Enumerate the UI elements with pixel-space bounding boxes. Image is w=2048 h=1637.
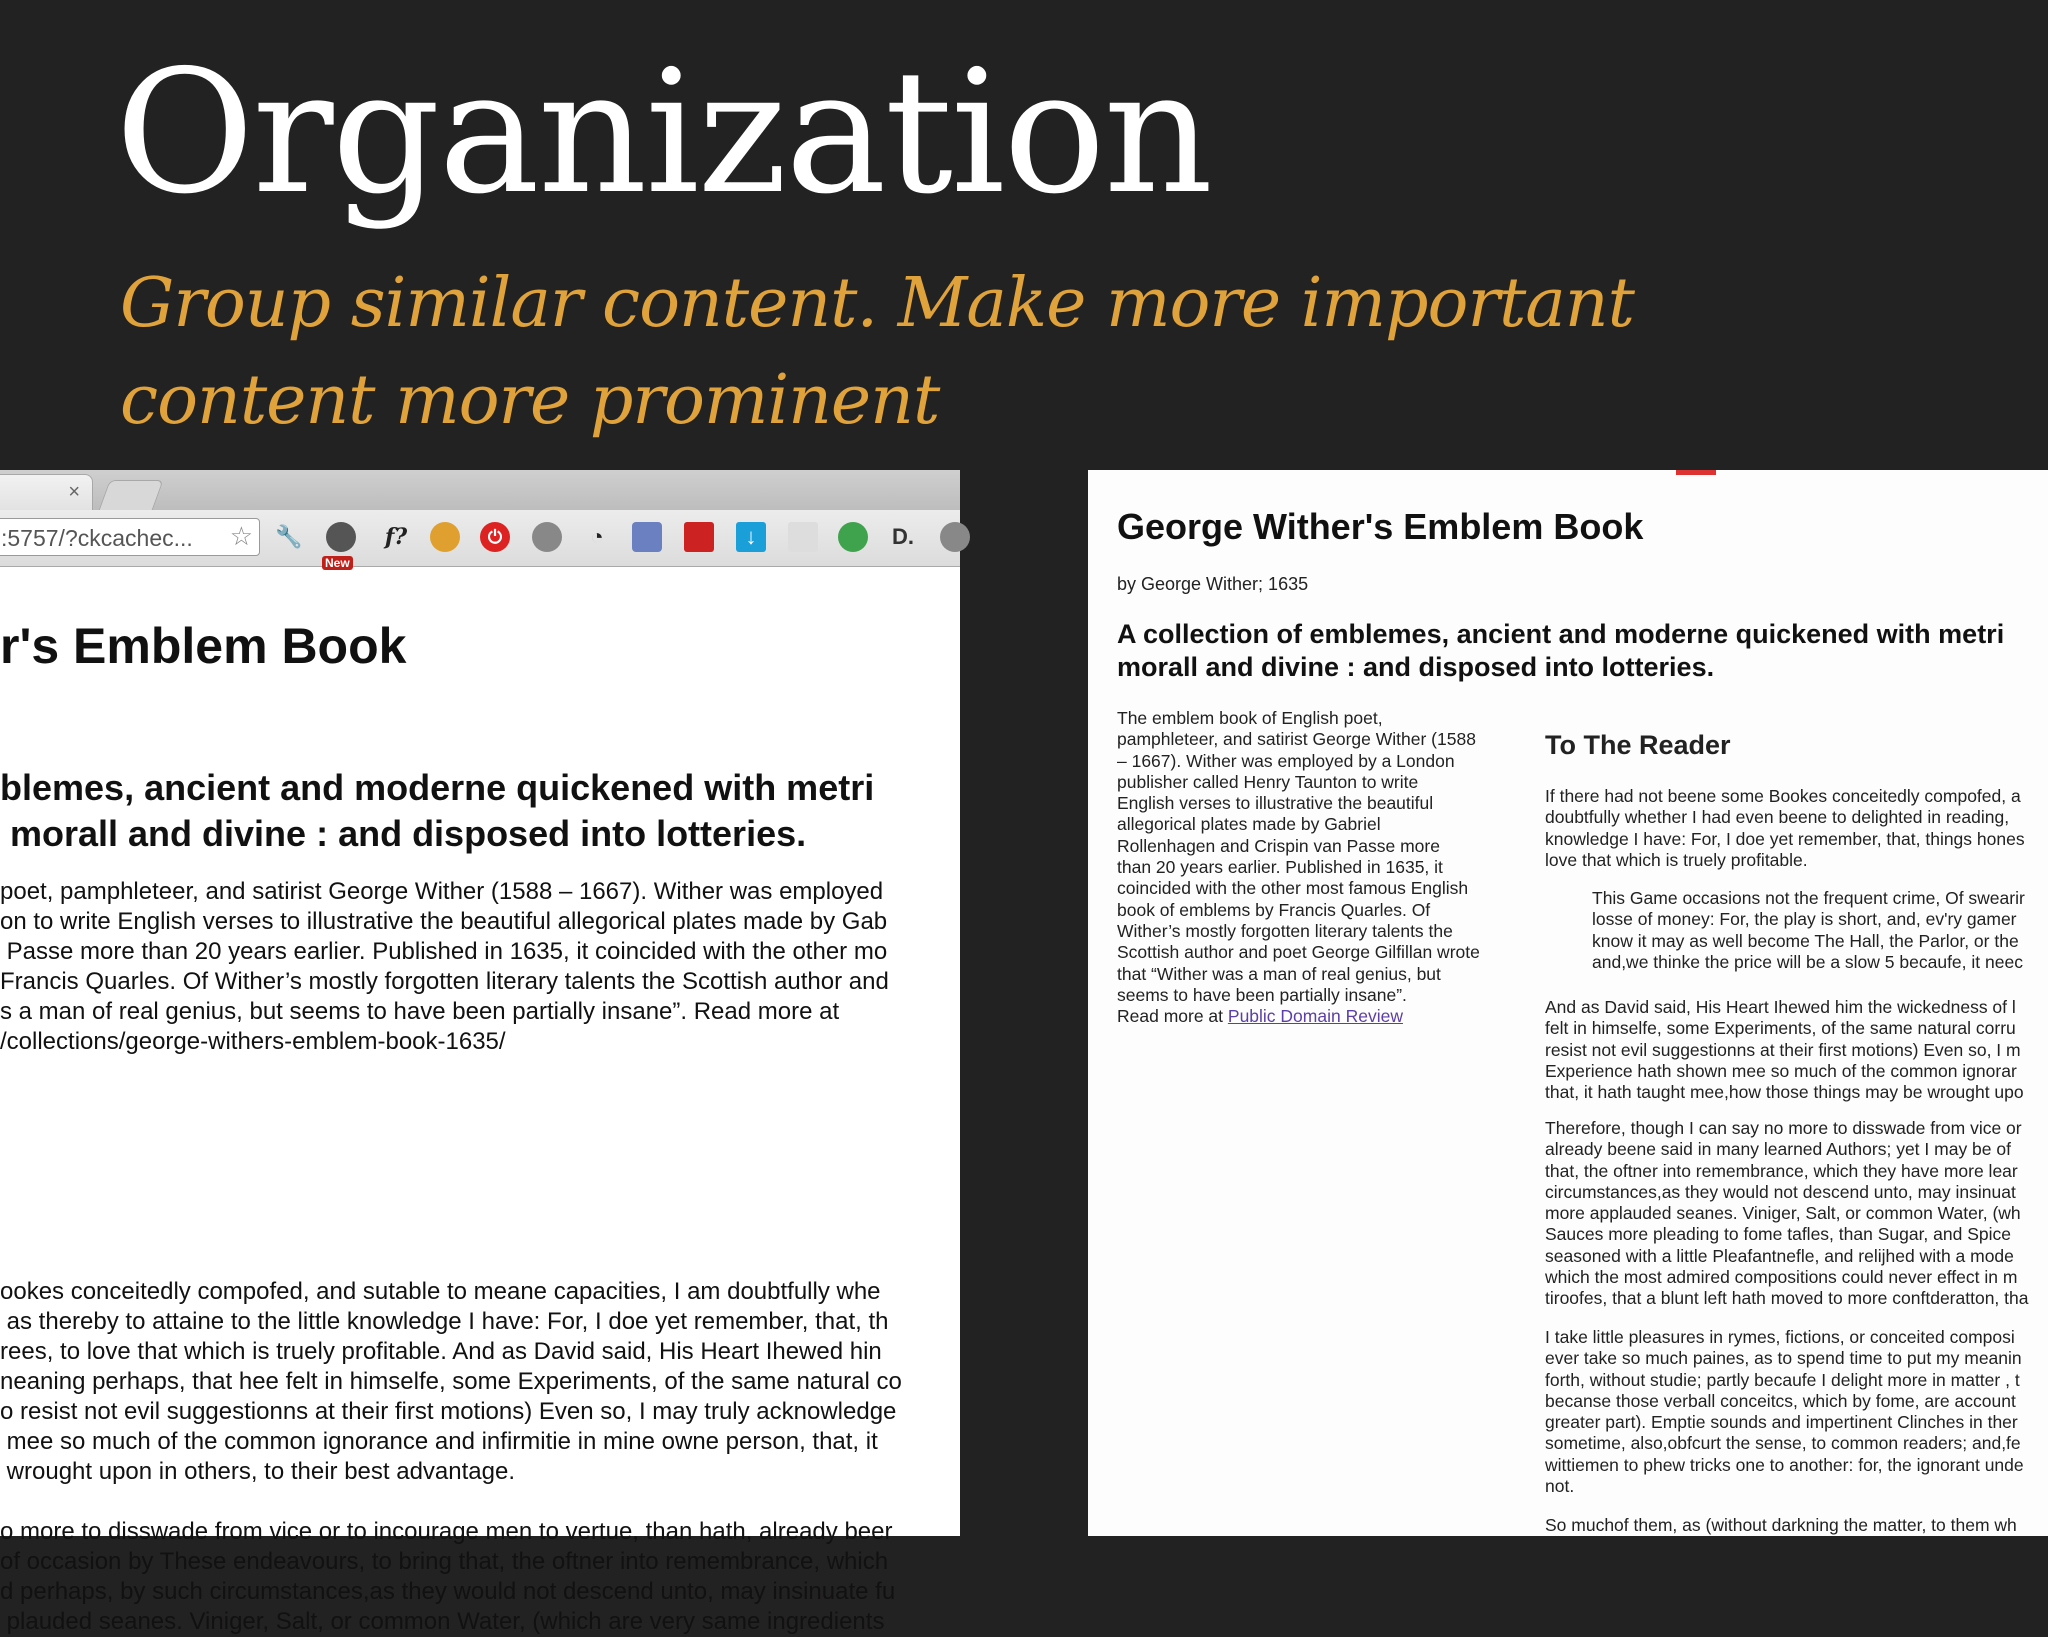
meter-icon[interactable] [326,522,356,552]
download-icon[interactable]: ↓ [736,522,766,552]
new-tab-button[interactable] [98,480,163,511]
linkedin-icon[interactable] [788,522,818,552]
sidebar-text: The emblem book of English poet, pamphleteer, and satirist George Wither (1588 – 1667). Wither was employed by a London publisher called Henry Taunton to write English verses to illustrative the beautiful allegorical plates made by Gabriel Rollenhagen and Crispin van Passe more than 20 years earlier. Published in 1635, it coincided with the other most famous English book of emblems by Francis Quarles. Of Wither’s mostly forgotten literary talents the Scottish author and poet George Gilfillan wrote that “Wither was a man of real genius, but seems to have been partially insane”. [1117,708,1480,1005]
intro-paragraph: poet, pamphleteer, and satirist George Wither (1588 – 1667). Wither was employed on to write English verses to illustrative the beautiful allegorical plates made by Gab Passe more than 20 years earlier. Published in 1635, it coincided with the other mo Francis Quarles. Of Wither’s mostly forgotten literary talents the Scottish author and s a man of real genius, but seems to have been partially insane”. Read more at /collections/george-withers-emblem-book-1635/ [0,878,889,1055]
close-icon[interactable]: × [68,481,80,503]
body-paragraph: If there had not beene some Bookes conceitedly compofed, a doubtfully whether I had even beene to delighted in reading, knowledge I have: For, I doe yet remember, that, things hones love that which is truely profitable. [1545,786,2025,870]
browser-tab[interactable] [0,474,93,511]
stop-icon[interactable]: ⏻ [480,522,510,552]
page-subheading: A collection of emblemes, ancient and moderne quickened with metri morall and divine : and disposed into lotteries. [1117,619,2005,682]
body-paragraph: ookes conceitedly compofed, and sutable to meane capacities, I am doubtfully whe as thereby to attaine to the little knowledge I have: For, I doe yet remember, that, th rees, to love that which is truely profitable. And as David said, His Heart Ihewed hin neaning perhaps, that hee felt in himselfe, some Experiments, of the same natural co o resist not evil suggestionns at their first motions) Even so, I may truly acknowledge mee so much of the common ignorance and infirmitie in mine owne person, that, it wrought upon in others, to their best advantage. [0,1278,902,1485]
byline: by George Wither; 1635 [1117,574,1309,594]
tab-strip [0,470,960,510]
body-paragraph: Therefore, though I can say no more to disswade from vice or already beene said in many learned Authors; yet I may be of that, the oftner into remembrance, which they have more lear circumstances,as they would not descend unto, may insinuat more applauded seanes. Viniger, Salt, or common Water, (wh Sauces more pleading to fome tafles, than Sugar, and Spice seasoned with a little Pleafantnefle, and relijhed with a mode which the most admired compositions could never effect in m tiroofes, that a blunt left hath moved to more conftderatton, tha [1545,1118,2029,1309]
new-badge: New [322,556,353,570]
font-icon[interactable]: f? [384,524,408,550]
cookie-icon[interactable] [430,522,460,552]
section-title: To The Reader [1545,730,1731,760]
page-subheading: blemes, ancient and moderne quickened with metri morall and divine : and disposed into lotteries. [0,767,875,854]
ruler-icon[interactable] [684,522,714,552]
address-text: :5757/?ckcachec... [1,525,193,551]
star-icon[interactable]: ☆ [229,521,253,551]
quote-paragraph: This Game occasions not the frequent crime, Of swearir losse of money: For, the play is short, and, ev'ry gamer know it may as well become The Hall, the Parlor, or the and,we thinke the price will be a slow 5 becaufe, it neec [1592,888,2025,972]
gear-icon[interactable] [532,522,562,552]
page-content [0,567,960,1635]
body-paragraph: So muchof them, as (without darkning the matter, to them wh [1545,1515,2017,1535]
chat-icon[interactable] [838,522,868,552]
d-icon[interactable]: D. [892,524,914,549]
menu-icon[interactable] [940,522,970,552]
before-screenshot [0,470,960,1635]
slide-title: Organization [115,34,1212,232]
sidebar-description [1117,708,1497,1027]
slide-subtitle: Group similar content. Make more important content more prominent [120,264,1634,440]
address-bar[interactable] [0,518,260,556]
timer-icon[interactable]: ◔ [590,524,604,549]
body-paragraph: o more to disswade from vice or to incourage men to vertue, than hath, already beer of occasion by These endeavours, to bring that, the oftner into remembrance, which d perhaps, by such circumstances,as they would not descend unto, may insinuate fu plauded seanes. Viniger, Salt, or common Water, (which are very same ingredients [0,1518,896,1635]
database-icon[interactable] [632,522,662,552]
body-paragraph: I take little pleasures in rymes, fictions, or conceited composi ever take so much paines, as to spend time to put my meanin forth, without studie; partly becaufe I delight more in matter , t becanse those verball conceitcs, which by fome, are account greater part). Emptie sounds and impertinent Clinches in ther sometime, also,obfcurt the sense, to common readers; and,fe wittiemen to phew tricks one to another: for, the ignorant unde not. [1545,1327,2024,1497]
page-heading: George Wither's Emblem Book [1117,506,1644,547]
body-paragraph: And as David said, His Heart Ihewed him the wickedness of l felt in himselfe, some Experiments, of the same natural corru resist not evil suggestionns at their first motions) Even so, I m Experience hath shown mee so much of the common ignorar that, it hath taught mee,how those things may be wrought upo [1545,997,2024,1103]
page-heading: r's Emblem Book [0,618,407,674]
public-domain-review-link[interactable]: Public Domain Review [1227,1006,1403,1027]
after-screenshot [1088,470,2048,1536]
read-more-label: Read more at [1117,1006,1228,1027]
tab-indicator [1676,470,1716,475]
wrench-icon[interactable]: 🔧 [275,524,303,549]
